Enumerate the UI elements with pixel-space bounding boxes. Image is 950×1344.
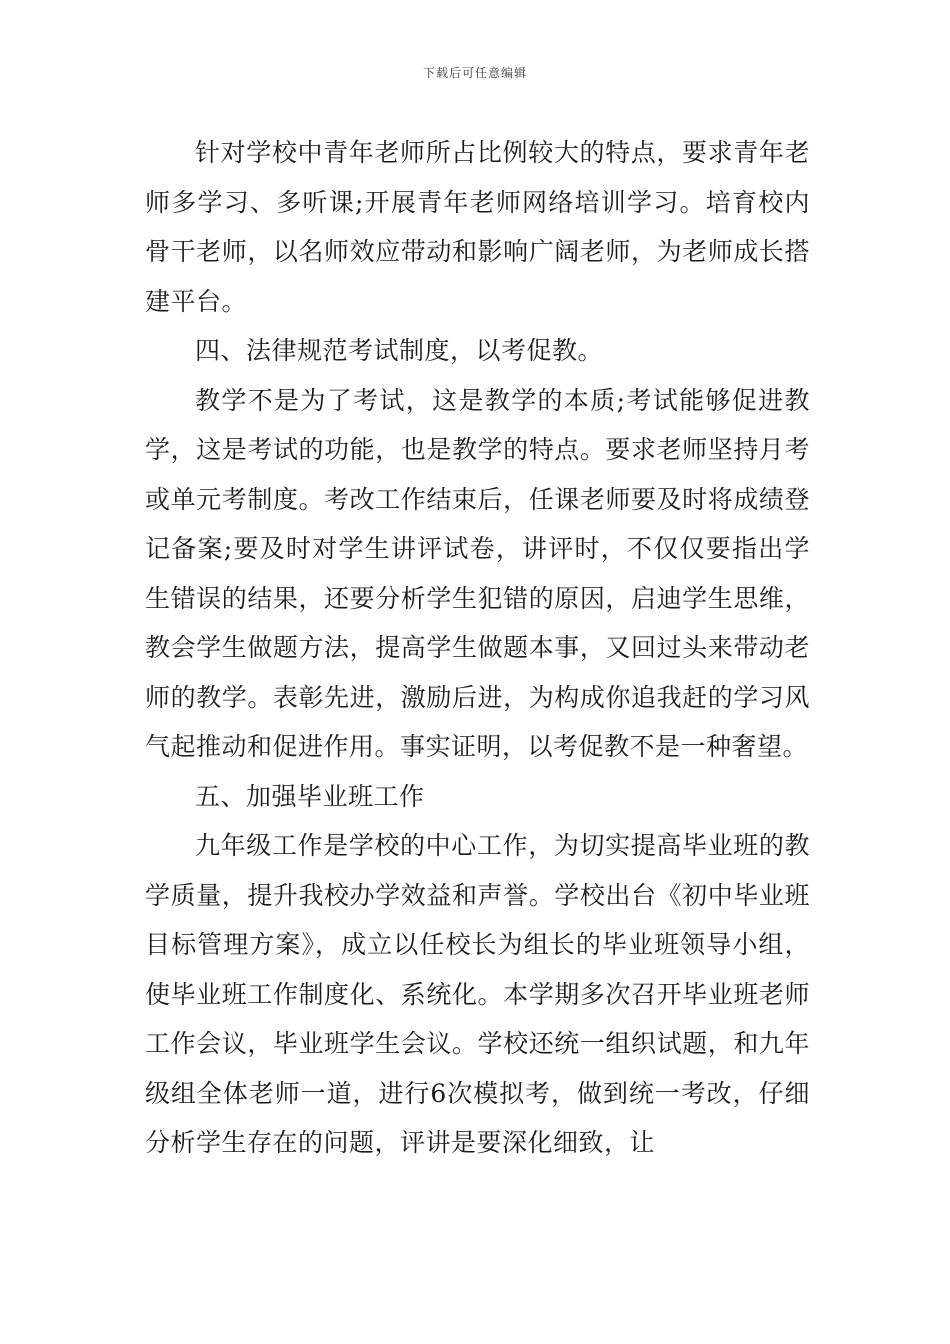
paragraph-young-teachers: 针对学校中青年老师所占比例较大的特点，要求青年老师多学习、多听课;开展青年老师网络培训学习。培育校内骨干老师，以名师效应带动和影响广阔老师，为老师成长搭建平台。 xyxy=(145,138,810,316)
section-heading-exam-system: 四、法律规范考试制度，以考促教。 xyxy=(195,336,604,365)
document-body xyxy=(145,128,810,1168)
section-heading-graduating-class: 五、加强毕业班工作 xyxy=(195,781,425,811)
page-header: 下载后可任意编辑 xyxy=(422,66,527,80)
paragraph-exam-system: 教学不是为了考试，这是教学的本质;考试能够促进教学，这是考试的功能，也是教学的特点。要求老师坚持月考或单元考制度。考改工作结束后，任课老师要及时将成绩登记备案;要及时对学生讲评试卷，讲评时，不仅仅要指出学生错误的结果，还要分析学生犯错的原因，启迪学生思维，教会学生做题方法，提高学生做题本事，又回过头来带动老师的教学。表彰先进，激励后进，为构成你追我赶的学习风气起推动和促进作用。事实证明，以考促教不是一种奢望。 xyxy=(145,385,810,761)
paragraph-graduating-class: 九年级工作是学校的中心工作，为切实提高毕业班的教学质量，提升我校办学效益和声誉。学校出台《初中毕业班目标管理方案》，成立以任校长为组长的毕业班领导小组，使毕业班工作制度化、系统化。本学期多次召开毕业班老师工作会议，毕业班学生会议。学校还统一组织试题，和九年级组全体老师一道，进行6次模拟考，做到统一考改，仔细分析学生存在的问题，评讲是要深化细致，让 xyxy=(145,831,810,1157)
